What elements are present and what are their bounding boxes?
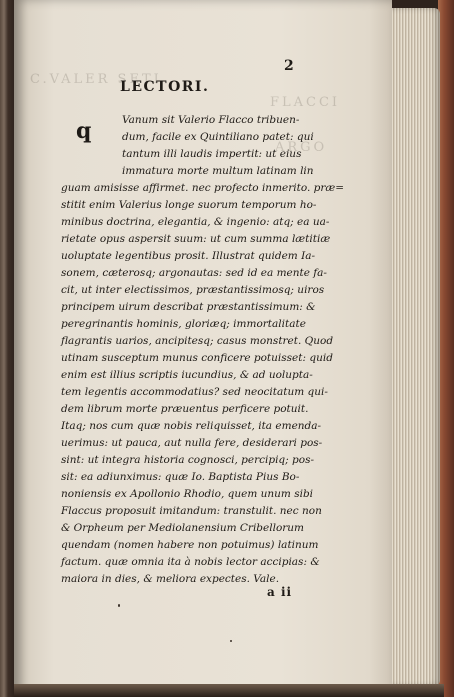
text-line: Flaccus proposuit imitandum: transtulit. nec non [61, 505, 322, 517]
show-through-text: ARGO [275, 140, 328, 155]
page-heading: LECTORI. [120, 79, 210, 95]
text-line: peregrinantis hominis, gloriæq; immortalitate [61, 318, 306, 330]
text-line: stitit enim Valerius longe suorum temporum ho- [61, 199, 317, 211]
text-line: noniensis ex Apollonio Rhodio, quem unum sibi [61, 488, 314, 500]
text-line: utinam susceptum munus conficere potuisset: quid [61, 352, 333, 364]
show-through-text: FLACCI [270, 95, 341, 110]
text-line: principem uirum describat præstantissimum: & [61, 301, 316, 313]
text-line: sit: ea adiunximus: quæ Io. Baptista Pius Bo- [61, 471, 300, 483]
text-line: dum, facile ex Quintiliano patet: qui [122, 131, 314, 143]
signature-mark: 2 [284, 58, 294, 74]
text-line: flagrantis uarios, ancipitesq; casus monstret. Quod [61, 335, 334, 347]
text-line: uoluptate legentibus prosit. Illustrat quidem Ia- [61, 250, 316, 262]
text-line: sint: ut integra historia cognosci, percipiq; pos- [61, 454, 314, 466]
text-line: maiora in dies, & meliora expectes. Vale. [61, 573, 280, 585]
text-line: rietate opus aspersit suum: ut cum summa lætitiæ [61, 233, 331, 245]
text-line: tantum illi laudis impertit: ut eius [122, 148, 302, 160]
text-line: & Orpheum per Mediolanensium Cribellorum [61, 522, 305, 534]
ink-speck [230, 640, 232, 642]
catchword: a ii [267, 585, 293, 599]
text-line: Vanum sit Valerio Flacco tribuen- [122, 114, 300, 126]
text-line: enim est illius scriptis iucundius, & ad uolupta- [61, 369, 313, 381]
text-line: minibus doctrina, elegantia, & ingenio: atq; ea ua- [61, 216, 330, 228]
text-line: guam amisisse affirmet. nec profecto inmerito. præ= [61, 182, 345, 194]
text-line: cit, ut inter electissimos, præstantissimosq; uiros [61, 284, 325, 296]
text-line: Itaq; nos cum quæ nobis reliquisset, ita emenda- [61, 420, 322, 432]
text-line: factum. quæ omnia ita à nobis lector accipias: & [61, 556, 320, 568]
text-line: dem librum morte præuentus perficere potuit. [61, 403, 309, 415]
text-line: uerimus: ut pauca, aut nulla fere, desiderari pos- [61, 437, 323, 449]
text-line: tem legentis accommodatius? sed neocitatum qui- [61, 386, 328, 398]
text-line: immatura morte multum latinam lin [122, 165, 314, 177]
text-line: sonem, cæterosq; argonautas: sed id ea mente fa- [61, 267, 327, 279]
text-line: quendam (nomen habere non potuimus) latinum [61, 539, 319, 551]
show-through-text: C.VALER SETI [30, 72, 162, 87]
initial-letter: q [76, 118, 92, 144]
ink-speck [118, 604, 120, 607]
